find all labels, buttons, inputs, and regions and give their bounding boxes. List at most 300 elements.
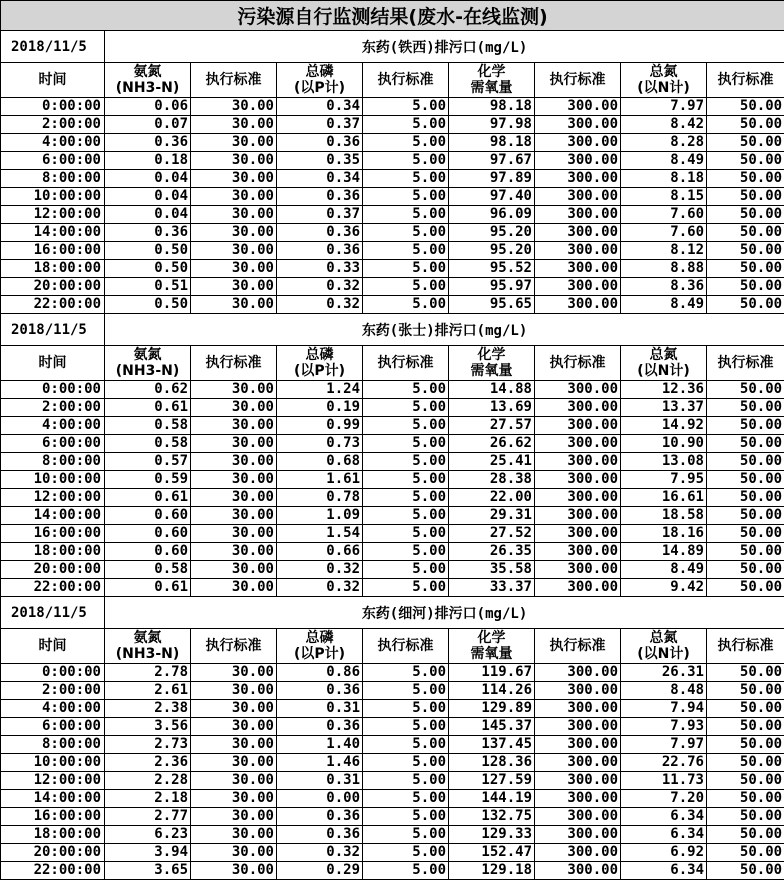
value-cell: 5.00 bbox=[363, 98, 449, 116]
table-row bbox=[1, 206, 784, 224]
value-cell: 300.00 bbox=[535, 98, 621, 116]
header-phosphorus-line: (以P计) bbox=[293, 363, 346, 379]
value-cell: 300.00 bbox=[535, 754, 621, 772]
table-row bbox=[1, 399, 784, 417]
title-row bbox=[1, 1, 784, 31]
header-standard: 执行标准 bbox=[535, 629, 621, 664]
table-row bbox=[1, 664, 784, 682]
header-standard: 执行标准 bbox=[363, 63, 449, 98]
value-cell: 27.57 bbox=[449, 417, 535, 435]
value-cell: 300.00 bbox=[535, 224, 621, 242]
value-cell: 129.18 bbox=[449, 862, 535, 880]
value-cell: 5.00 bbox=[363, 718, 449, 736]
value-cell: 145.37 bbox=[449, 718, 535, 736]
value-cell: 0.99 bbox=[277, 417, 363, 435]
header-standard: 执行标准 bbox=[535, 63, 621, 98]
value-cell: 300.00 bbox=[535, 772, 621, 790]
value-cell: 30.00 bbox=[191, 844, 277, 862]
value-cell: 5.00 bbox=[363, 188, 449, 206]
value-cell: 300.00 bbox=[535, 579, 621, 597]
section-outlet-title: 东药(铁西)排污口(mg/L) bbox=[105, 31, 784, 63]
value-cell: 5.00 bbox=[363, 862, 449, 880]
value-cell: 30.00 bbox=[191, 224, 277, 242]
value-cell: 0.36 bbox=[277, 826, 363, 844]
value-cell: 152.47 bbox=[449, 844, 535, 862]
value-cell: 6.34 bbox=[621, 808, 707, 826]
value-cell: 0.50 bbox=[105, 260, 191, 278]
value-cell: 300.00 bbox=[535, 507, 621, 525]
time-cell: 6:00:00 bbox=[1, 435, 105, 453]
value-cell: 7.60 bbox=[621, 224, 707, 242]
header-ammonia-line: (NH3-N) bbox=[115, 363, 180, 379]
value-cell: 5.00 bbox=[363, 471, 449, 489]
table-row bbox=[1, 134, 784, 152]
value-cell: 0.34 bbox=[277, 170, 363, 188]
header-time: 时间 bbox=[1, 63, 105, 98]
value-cell: 10.90 bbox=[621, 435, 707, 453]
value-cell: 50.00 bbox=[707, 844, 784, 862]
value-cell: 30.00 bbox=[191, 561, 277, 579]
value-cell: 300.00 bbox=[535, 152, 621, 170]
table-row bbox=[1, 260, 784, 278]
value-cell: 97.40 bbox=[449, 188, 535, 206]
value-cell: 30.00 bbox=[191, 152, 277, 170]
value-cell: 25.41 bbox=[449, 453, 535, 471]
value-cell: 0.07 bbox=[105, 116, 191, 134]
value-cell: 97.98 bbox=[449, 116, 535, 134]
value-cell: 5.00 bbox=[363, 278, 449, 296]
header-cod-line: 需氧量 bbox=[470, 80, 513, 96]
value-cell: 0.19 bbox=[277, 399, 363, 417]
header-time: 时间 bbox=[1, 346, 105, 381]
value-cell: 13.08 bbox=[621, 453, 707, 471]
table-row bbox=[1, 170, 784, 188]
value-cell: 1.61 bbox=[277, 471, 363, 489]
value-cell: 50.00 bbox=[707, 399, 784, 417]
value-cell: 8.15 bbox=[621, 188, 707, 206]
value-cell: 1.54 bbox=[277, 525, 363, 543]
value-cell: 50.00 bbox=[707, 453, 784, 471]
value-cell: 13.37 bbox=[621, 399, 707, 417]
value-cell: 0.36 bbox=[277, 224, 363, 242]
header-nitrogen-line: 总氮 bbox=[649, 64, 678, 80]
value-cell: 0.31 bbox=[277, 772, 363, 790]
value-cell: 30.00 bbox=[191, 754, 277, 772]
value-cell: 5.00 bbox=[363, 489, 449, 507]
value-cell: 0.51 bbox=[105, 278, 191, 296]
value-cell: 5.00 bbox=[363, 260, 449, 278]
value-cell: 0.29 bbox=[277, 862, 363, 880]
value-cell: 30.00 bbox=[191, 116, 277, 134]
value-cell: 30.00 bbox=[191, 790, 277, 808]
value-cell: 5.00 bbox=[363, 700, 449, 718]
time-cell: 14:00:00 bbox=[1, 507, 105, 525]
value-cell: 5.00 bbox=[363, 242, 449, 260]
value-cell: 300.00 bbox=[535, 682, 621, 700]
header-cod-line: 化学 bbox=[477, 64, 506, 80]
value-cell: 95.65 bbox=[449, 296, 535, 314]
value-cell: 5.00 bbox=[363, 543, 449, 561]
value-cell: 30.00 bbox=[191, 242, 277, 260]
value-cell: 30.00 bbox=[191, 579, 277, 597]
value-cell: 50.00 bbox=[707, 296, 784, 314]
time-cell: 12:00:00 bbox=[1, 206, 105, 224]
table-row bbox=[1, 736, 784, 754]
value-cell: 14.89 bbox=[621, 543, 707, 561]
value-cell: 50.00 bbox=[707, 790, 784, 808]
value-cell: 30.00 bbox=[191, 525, 277, 543]
value-cell: 30.00 bbox=[191, 170, 277, 188]
section-header-row bbox=[1, 31, 784, 63]
value-cell: 8.49 bbox=[621, 561, 707, 579]
value-cell: 1.24 bbox=[277, 381, 363, 399]
value-cell: 30.00 bbox=[191, 682, 277, 700]
value-cell: 0.04 bbox=[105, 188, 191, 206]
time-cell: 22:00:00 bbox=[1, 579, 105, 597]
time-cell: 18:00:00 bbox=[1, 826, 105, 844]
value-cell: 50.00 bbox=[707, 435, 784, 453]
value-cell: 30.00 bbox=[191, 826, 277, 844]
header-phosphorus-line: (以P计) bbox=[293, 646, 346, 662]
value-cell: 2.78 bbox=[105, 664, 191, 682]
value-cell: 30.00 bbox=[191, 700, 277, 718]
header-cod bbox=[449, 346, 535, 381]
value-cell: 1.09 bbox=[277, 507, 363, 525]
value-cell: 27.52 bbox=[449, 525, 535, 543]
value-cell: 50.00 bbox=[707, 152, 784, 170]
value-cell: 300.00 bbox=[535, 489, 621, 507]
value-cell: 5.00 bbox=[363, 417, 449, 435]
time-cell: 18:00:00 bbox=[1, 260, 105, 278]
header-standard: 执行标准 bbox=[707, 629, 784, 664]
table-row bbox=[1, 507, 784, 525]
value-cell: 50.00 bbox=[707, 471, 784, 489]
value-cell: 5.00 bbox=[363, 682, 449, 700]
value-cell: 9.42 bbox=[621, 579, 707, 597]
value-cell: 14.88 bbox=[449, 381, 535, 399]
value-cell: 0.58 bbox=[105, 435, 191, 453]
value-cell: 95.97 bbox=[449, 278, 535, 296]
value-cell: 0.35 bbox=[277, 152, 363, 170]
value-cell: 0.61 bbox=[105, 399, 191, 417]
value-cell: 35.58 bbox=[449, 561, 535, 579]
value-cell: 50.00 bbox=[707, 278, 784, 296]
header-ammonia bbox=[105, 629, 191, 664]
value-cell: 0.78 bbox=[277, 489, 363, 507]
value-cell: 18.16 bbox=[621, 525, 707, 543]
value-cell: 16.61 bbox=[621, 489, 707, 507]
value-cell: 50.00 bbox=[707, 134, 784, 152]
value-cell: 22.00 bbox=[449, 489, 535, 507]
value-cell: 0.36 bbox=[105, 134, 191, 152]
value-cell: 300.00 bbox=[535, 170, 621, 188]
value-cell: 5.00 bbox=[363, 134, 449, 152]
header-standard: 执行标准 bbox=[191, 629, 277, 664]
time-cell: 0:00:00 bbox=[1, 664, 105, 682]
value-cell: 0.32 bbox=[277, 844, 363, 862]
value-cell: 2.73 bbox=[105, 736, 191, 754]
header-cod bbox=[449, 629, 535, 664]
table-row bbox=[1, 116, 784, 134]
header-nitrogen bbox=[621, 63, 707, 98]
value-cell: 50.00 bbox=[707, 206, 784, 224]
value-cell: 300.00 bbox=[535, 561, 621, 579]
table-row bbox=[1, 579, 784, 597]
header-phosphorus bbox=[277, 629, 363, 664]
value-cell: 300.00 bbox=[535, 188, 621, 206]
value-cell: 300.00 bbox=[535, 826, 621, 844]
value-cell: 8.28 bbox=[621, 134, 707, 152]
value-cell: 2.18 bbox=[105, 790, 191, 808]
value-cell: 8.88 bbox=[621, 260, 707, 278]
value-cell: 50.00 bbox=[707, 507, 784, 525]
value-cell: 300.00 bbox=[535, 206, 621, 224]
value-cell: 6.92 bbox=[621, 844, 707, 862]
value-cell: 30.00 bbox=[191, 489, 277, 507]
value-cell: 18.58 bbox=[621, 507, 707, 525]
value-cell: 30.00 bbox=[191, 543, 277, 561]
value-cell: 12.36 bbox=[621, 381, 707, 399]
value-cell: 300.00 bbox=[535, 790, 621, 808]
value-cell: 0.50 bbox=[105, 242, 191, 260]
value-cell: 0.66 bbox=[277, 543, 363, 561]
value-cell: 30.00 bbox=[191, 260, 277, 278]
header-nitrogen-line: (以N计) bbox=[637, 363, 690, 379]
header-time: 时间 bbox=[1, 629, 105, 664]
value-cell: 127.59 bbox=[449, 772, 535, 790]
section-header-row bbox=[1, 597, 784, 629]
header-phosphorus-line: 总磷 bbox=[305, 64, 334, 80]
section-outlet-title: 东药(张士)排污口(mg/L) bbox=[105, 314, 784, 346]
value-cell: 7.60 bbox=[621, 206, 707, 224]
value-cell: 300.00 bbox=[535, 260, 621, 278]
time-cell: 8:00:00 bbox=[1, 736, 105, 754]
value-cell: 300.00 bbox=[535, 844, 621, 862]
value-cell: 0.58 bbox=[105, 417, 191, 435]
value-cell: 0.86 bbox=[277, 664, 363, 682]
value-cell: 0.36 bbox=[277, 188, 363, 206]
value-cell: 0.68 bbox=[277, 453, 363, 471]
value-cell: 30.00 bbox=[191, 134, 277, 152]
value-cell: 26.62 bbox=[449, 435, 535, 453]
value-cell: 0.18 bbox=[105, 152, 191, 170]
value-cell: 5.00 bbox=[363, 808, 449, 826]
value-cell: 5.00 bbox=[363, 790, 449, 808]
value-cell: 300.00 bbox=[535, 543, 621, 561]
time-cell: 2:00:00 bbox=[1, 116, 105, 134]
header-standard: 执行标准 bbox=[707, 63, 784, 98]
value-cell: 5.00 bbox=[363, 224, 449, 242]
value-cell: 97.89 bbox=[449, 170, 535, 188]
table-row bbox=[1, 381, 784, 399]
time-cell: 6:00:00 bbox=[1, 152, 105, 170]
table-row bbox=[1, 435, 784, 453]
value-cell: 0.60 bbox=[105, 543, 191, 561]
table-row bbox=[1, 754, 784, 772]
value-cell: 50.00 bbox=[707, 170, 784, 188]
value-cell: 300.00 bbox=[535, 134, 621, 152]
value-cell: 50.00 bbox=[707, 224, 784, 242]
value-cell: 0.04 bbox=[105, 170, 191, 188]
value-cell: 26.35 bbox=[449, 543, 535, 561]
value-cell: 0.61 bbox=[105, 489, 191, 507]
value-cell: 1.40 bbox=[277, 736, 363, 754]
value-cell: 300.00 bbox=[535, 453, 621, 471]
time-cell: 8:00:00 bbox=[1, 170, 105, 188]
header-ammonia bbox=[105, 346, 191, 381]
value-cell: 7.97 bbox=[621, 98, 707, 116]
value-cell: 98.18 bbox=[449, 134, 535, 152]
value-cell: 5.00 bbox=[363, 844, 449, 862]
table-row bbox=[1, 152, 784, 170]
value-cell: 5.00 bbox=[363, 525, 449, 543]
value-cell: 50.00 bbox=[707, 664, 784, 682]
value-cell: 300.00 bbox=[535, 417, 621, 435]
value-cell: 50.00 bbox=[707, 862, 784, 880]
value-cell: 0.58 bbox=[105, 561, 191, 579]
value-cell: 50.00 bbox=[707, 98, 784, 116]
value-cell: 0.73 bbox=[277, 435, 363, 453]
value-cell: 50.00 bbox=[707, 242, 784, 260]
value-cell: 5.00 bbox=[363, 772, 449, 790]
value-cell: 50.00 bbox=[707, 826, 784, 844]
header-standard: 执行标准 bbox=[707, 346, 784, 381]
value-cell: 50.00 bbox=[707, 525, 784, 543]
table-row bbox=[1, 790, 784, 808]
value-cell: 8.49 bbox=[621, 152, 707, 170]
value-cell: 29.31 bbox=[449, 507, 535, 525]
time-cell: 12:00:00 bbox=[1, 772, 105, 790]
value-cell: 8.42 bbox=[621, 116, 707, 134]
header-cod-line: 需氧量 bbox=[470, 646, 513, 662]
value-cell: 30.00 bbox=[191, 471, 277, 489]
header-phosphorus bbox=[277, 63, 363, 98]
value-cell: 50.00 bbox=[707, 772, 784, 790]
header-cod-line: 化学 bbox=[477, 630, 506, 646]
table-row bbox=[1, 844, 784, 862]
value-cell: 300.00 bbox=[535, 435, 621, 453]
header-nitrogen bbox=[621, 629, 707, 664]
value-cell: 7.94 bbox=[621, 700, 707, 718]
value-cell: 0.34 bbox=[277, 98, 363, 116]
value-cell: 0.00 bbox=[277, 790, 363, 808]
value-cell: 30.00 bbox=[191, 808, 277, 826]
table-row bbox=[1, 561, 784, 579]
header-cod-line: 需氧量 bbox=[470, 363, 513, 379]
value-cell: 0.06 bbox=[105, 98, 191, 116]
header-ammonia-line: 氨氮 bbox=[133, 64, 162, 80]
value-cell: 0.32 bbox=[277, 579, 363, 597]
header-nitrogen-line: 总氮 bbox=[649, 347, 678, 363]
value-cell: 300.00 bbox=[535, 808, 621, 826]
value-cell: 137.45 bbox=[449, 736, 535, 754]
value-cell: 50.00 bbox=[707, 700, 784, 718]
value-cell: 13.69 bbox=[449, 399, 535, 417]
time-cell: 22:00:00 bbox=[1, 296, 105, 314]
header-nitrogen-line: (以N计) bbox=[637, 80, 690, 96]
time-cell: 18:00:00 bbox=[1, 543, 105, 561]
table-row bbox=[1, 453, 784, 471]
time-cell: 20:00:00 bbox=[1, 278, 105, 296]
value-cell: 5.00 bbox=[363, 561, 449, 579]
value-cell: 0.60 bbox=[105, 507, 191, 525]
value-cell: 7.95 bbox=[621, 471, 707, 489]
time-cell: 20:00:00 bbox=[1, 561, 105, 579]
value-cell: 30.00 bbox=[191, 664, 277, 682]
value-cell: 0.36 bbox=[277, 718, 363, 736]
table-row bbox=[1, 826, 784, 844]
value-cell: 0.61 bbox=[105, 579, 191, 597]
table-row bbox=[1, 242, 784, 260]
value-cell: 96.09 bbox=[449, 206, 535, 224]
value-cell: 0.32 bbox=[277, 278, 363, 296]
value-cell: 114.26 bbox=[449, 682, 535, 700]
value-cell: 95.52 bbox=[449, 260, 535, 278]
time-cell: 16:00:00 bbox=[1, 525, 105, 543]
value-cell: 5.00 bbox=[363, 381, 449, 399]
value-cell: 300.00 bbox=[535, 242, 621, 260]
table-row bbox=[1, 525, 784, 543]
table-row bbox=[1, 296, 784, 314]
header-standard: 执行标准 bbox=[191, 63, 277, 98]
value-cell: 0.57 bbox=[105, 453, 191, 471]
table-row bbox=[1, 278, 784, 296]
table-row bbox=[1, 98, 784, 116]
header-ammonia-line: 氨氮 bbox=[133, 630, 162, 646]
value-cell: 5.00 bbox=[363, 116, 449, 134]
value-cell: 2.38 bbox=[105, 700, 191, 718]
column-header-row bbox=[1, 629, 784, 664]
value-cell: 300.00 bbox=[535, 278, 621, 296]
value-cell: 0.37 bbox=[277, 116, 363, 134]
header-nitrogen-line: 总氮 bbox=[649, 630, 678, 646]
time-cell: 4:00:00 bbox=[1, 700, 105, 718]
table-row bbox=[1, 471, 784, 489]
value-cell: 5.00 bbox=[363, 579, 449, 597]
value-cell: 14.92 bbox=[621, 417, 707, 435]
value-cell: 30.00 bbox=[191, 381, 277, 399]
column-header-row bbox=[1, 346, 784, 381]
value-cell: 5.00 bbox=[363, 206, 449, 224]
value-cell: 50.00 bbox=[707, 808, 784, 826]
value-cell: 11.73 bbox=[621, 772, 707, 790]
header-standard: 执行标准 bbox=[363, 629, 449, 664]
value-cell: 0.32 bbox=[277, 561, 363, 579]
value-cell: 300.00 bbox=[535, 116, 621, 134]
value-cell: 97.67 bbox=[449, 152, 535, 170]
value-cell: 5.00 bbox=[363, 435, 449, 453]
value-cell: 28.38 bbox=[449, 471, 535, 489]
value-cell: 300.00 bbox=[535, 664, 621, 682]
value-cell: 50.00 bbox=[707, 736, 784, 754]
value-cell: 0.33 bbox=[277, 260, 363, 278]
value-cell: 30.00 bbox=[191, 206, 277, 224]
time-cell: 10:00:00 bbox=[1, 188, 105, 206]
value-cell: 0.59 bbox=[105, 471, 191, 489]
table-row bbox=[1, 543, 784, 561]
header-standard: 执行标准 bbox=[191, 346, 277, 381]
header-standard: 执行标准 bbox=[535, 346, 621, 381]
value-cell: 50.00 bbox=[707, 417, 784, 435]
value-cell: 6.34 bbox=[621, 862, 707, 880]
value-cell: 30.00 bbox=[191, 296, 277, 314]
value-cell: 0.36 bbox=[277, 134, 363, 152]
value-cell: 300.00 bbox=[535, 296, 621, 314]
value-cell: 30.00 bbox=[191, 507, 277, 525]
value-cell: 50.00 bbox=[707, 116, 784, 134]
value-cell: 98.18 bbox=[449, 98, 535, 116]
value-cell: 144.19 bbox=[449, 790, 535, 808]
